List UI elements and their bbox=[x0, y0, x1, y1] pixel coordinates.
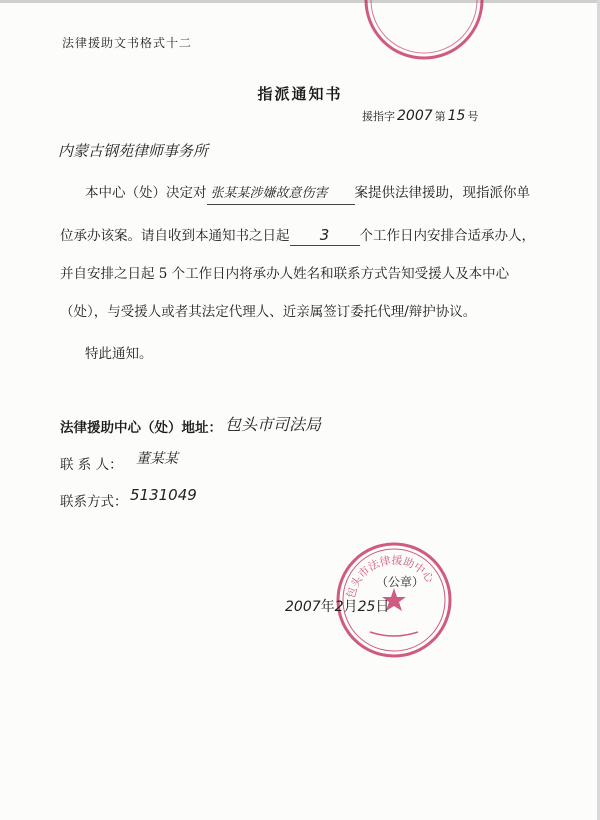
case-party-field: 张某某涉嫌故意伤害 bbox=[207, 184, 355, 205]
recipient-firm: 内蒙古钢苑律师事务所 bbox=[58, 142, 209, 160]
docno-suffix: 号 bbox=[467, 110, 479, 123]
date-month-unit: 月 bbox=[343, 599, 358, 615]
body-line-4: （处），与受援人或者其法定代理人、近亲属签订委托代理/辩护协议。 bbox=[60, 304, 477, 320]
docno-prefix: 援指字 bbox=[362, 110, 395, 123]
docno-year: 2007 bbox=[397, 108, 433, 124]
address-label: 法律援助中心（处）地址： bbox=[60, 420, 222, 436]
date-month: 2 bbox=[334, 599, 344, 615]
date-day-unit: 日 bbox=[375, 599, 390, 615]
phone-value: 5131049 bbox=[130, 486, 197, 504]
seal-main-text: 包头市法律援助中心 bbox=[344, 553, 437, 600]
date-year: 2007 bbox=[285, 599, 321, 615]
contact-person-label: 联 系 人： bbox=[60, 457, 123, 473]
days-field: 3 bbox=[290, 225, 360, 246]
phone-label: 联系方式： bbox=[60, 494, 128, 510]
docno-mid: 第 bbox=[434, 110, 446, 123]
closing-notice: 特此通知。 bbox=[85, 346, 153, 362]
seal-label: （公章） bbox=[376, 575, 425, 589]
contact-person-value: 董某某 bbox=[136, 451, 178, 467]
body-line-3: 并自安排之日起 5 个工作日内将承办人姓名和联系方式告知受援人及本中心 bbox=[60, 266, 510, 282]
date-day: 25 bbox=[357, 599, 376, 615]
body-line-1 bbox=[60, 183, 575, 205]
document-format-code: 法律援助文书格式十二 bbox=[62, 36, 193, 50]
address-value: 包头市司法局 bbox=[225, 415, 322, 434]
document-number bbox=[362, 108, 478, 124]
body-line-2 bbox=[60, 225, 550, 246]
issue-date bbox=[285, 596, 389, 616]
docno-number: 15 bbox=[447, 108, 466, 124]
scan-edge-top bbox=[0, 0, 600, 3]
body-l1-pre: 本中心（处）决定对 bbox=[85, 185, 207, 201]
document-title: 指派通知书 bbox=[257, 85, 343, 103]
body-l1-post: 案提供法律援助，现指派你单 bbox=[354, 185, 530, 201]
date-year-unit: 年 bbox=[320, 599, 335, 615]
body-l2-pre: 位承办该案。请自收到本通知书之日起 bbox=[60, 228, 290, 244]
body-l2-post: 个工作日内安排合适承办人， bbox=[359, 228, 535, 244]
official-seal-top bbox=[362, 0, 486, 62]
